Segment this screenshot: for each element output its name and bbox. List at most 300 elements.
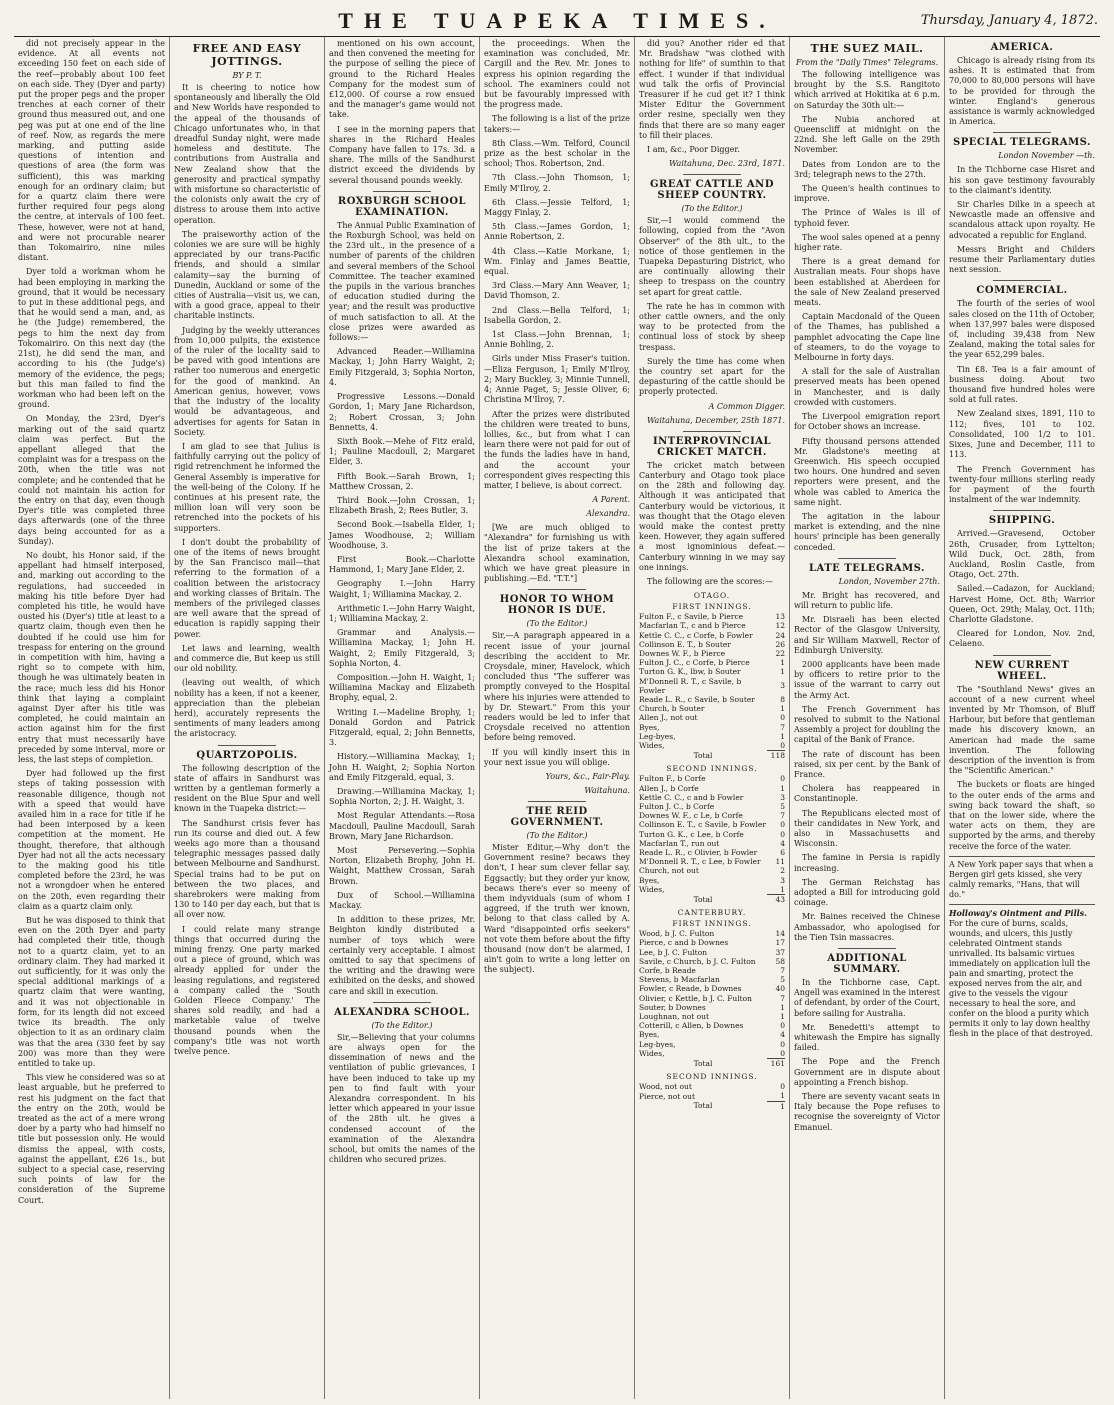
batsman: Fulton F., b Corfe bbox=[639, 774, 706, 784]
batsman: Reade L. R., c Olivier, b Fowler bbox=[639, 848, 758, 857]
paragraph: In addition to these prizes, Mr. Beighton kindly distributed a number of toys which were certainly very acceptable. I almost omitted to say that specimens of the writing and the drawing were exhibited on the desks, and showed care and skill in execution. bbox=[329, 915, 475, 996]
advertisement: A New York paper says that when a Bergen girl gets kissed, she very calmly remarks, "Hans, that will do." bbox=[949, 856, 1095, 900]
paragraph: On Monday, the 23rd, Dyer's marking out of the said quartz claim was perfect. But the appellant alleged that the complaint was for a trespass on the 20th, when the title was not complete; and he contended that he could not maintain his action for the entry on that day, even though Dyer's title was completed three days afterwards (one of the three days being accounted for as a Sunday). bbox=[18, 414, 165, 546]
batsman: Fulton J. C., c Corfe, b Pierce bbox=[639, 658, 750, 668]
signature: Yours, &c., Fair-Play. bbox=[545, 771, 630, 781]
runs: 1 bbox=[780, 731, 785, 741]
batsman: Byes, bbox=[639, 875, 660, 885]
column-4 bbox=[479, 37, 634, 1399]
paragraph: Mr. Bright has recovered, and will return to public life. bbox=[794, 590, 940, 610]
runs: 22 bbox=[775, 648, 785, 658]
batsman: Collinson E. T., b Souter bbox=[639, 639, 731, 649]
divider bbox=[683, 174, 741, 175]
total-label: Total bbox=[693, 750, 713, 760]
paragraph: The rate of discount has been raised, six per cent. by the Bank of France. bbox=[794, 749, 940, 779]
paragraph: Mr. Baines received the Chinese Ambassador, who apologised for the Tien Tsin massacres. bbox=[794, 912, 940, 942]
issue-date: Thursday, January 4, 1872. bbox=[920, 13, 1098, 28]
runs: 7 bbox=[780, 966, 785, 976]
paragraph: 8th Class.—Wm. Telford, Council prize as the best scholar in the school; Thos. Robertson, 2nd. bbox=[484, 138, 630, 169]
score-row bbox=[639, 1012, 785, 1021]
batsman: Wood, b J. C. Fulton bbox=[639, 929, 715, 939]
column-6 bbox=[789, 37, 944, 1399]
column-1 bbox=[14, 37, 169, 1399]
runs: 0 bbox=[780, 740, 785, 750]
score-row bbox=[639, 984, 785, 993]
article-heading: SHIPPING. bbox=[988, 515, 1056, 527]
col6-body-3 bbox=[794, 978, 940, 1133]
signature-place: Waitahuna. bbox=[584, 785, 630, 795]
paragraph: The "Southland News" gives an account of a new current wheel invented by Mr Thomson, of Bluff Harbour, but before that gentleman made his discovery known, an American had made the same invention. The following description of the invention is from the "Scientific American." bbox=[949, 684, 1095, 776]
paragraph: Captain Macdonald of the Queen of the Thames, has published a pamphlet advocating the Cape line of steamers, to do the voyage to Melbourne in forty days. bbox=[794, 312, 940, 363]
article-heading: INTERPROVINCIAL CRICKET MATCH. bbox=[652, 435, 772, 458]
col7-body bbox=[949, 56, 1095, 127]
paragraph: First Book.—Charlotte Hammond, 1; Mary Jane Elder, 2. bbox=[329, 554, 475, 575]
scorecard-otago-first bbox=[639, 612, 785, 760]
batsman: Wides, bbox=[639, 885, 665, 895]
article-subheading: (To the Editor.) bbox=[371, 1020, 433, 1030]
paragraph: There are seventy vacant seats in Italy because the Pope refuses to recognise the sovereignty of Victor Emanuel. bbox=[794, 1092, 940, 1132]
batsman: Reade L. R., c Savile, b Souter bbox=[639, 694, 755, 704]
paragraph: Grammar and Analysis.—Williamina Mackay, 1; John H. Waight, 2; Emily Fitzgerald, 3; Sophia Norton, 4. bbox=[329, 628, 475, 668]
score-row bbox=[639, 994, 785, 1003]
paragraph: 5th Class.—James Gordon, 1; Annie Robertson, 2. bbox=[484, 222, 630, 242]
paragraph: Messrs Bright and Childers resume their Parliamentary duties next session. bbox=[949, 244, 1095, 275]
batsman: Stevens, b Macfarlan bbox=[639, 975, 720, 985]
col2-body-2 bbox=[174, 764, 320, 1058]
paragraph: Mister Editur,—Why don't the Government resine? becaws they don't, I hear sum clever fellar say. Eggsactly; but they order yur know, becaws there's ever so meeny of them indyviduals (sum of whom I aggreed, if the truth wer known, belong to that class called by A. Ward "disappointed orfis seekers" not vote them before about the fifty thousand (now don't be alarmed, I ain't goin to write a long letter on the subject). bbox=[484, 842, 630, 975]
batsman: Souter, b Downes bbox=[639, 1002, 706, 1012]
paragraph: Mr. Disraeli has been elected Rector of the Glasgow University, and Sir William Maxwell, Rector of Edinburgh University. bbox=[794, 615, 940, 655]
article-heading: ROXBURGH SCHOOL EXAMINATION. bbox=[337, 195, 467, 218]
paragraph: This view he considered was so at least arguable, but he preferred to rest his judgment on the fact that the entry on the 20th, would be treated as the act of a mere wrong doer by a party who had himself no title but possession only. He would dismiss the appeal, with costs, against the appellant, £26 1s., but subject to a special case, reserving such points of law for the consideration of the Supreme Court. bbox=[18, 1073, 165, 1205]
runs: 14 bbox=[775, 929, 785, 939]
paragraph: Progressive Lessons.—Donald Gordon, 1; Mary Jane Richardson, 2; Robert Crossan, 3; John Bennetts, 4. bbox=[329, 392, 475, 432]
batsman: Pierce, not out bbox=[639, 1091, 695, 1101]
signature-place: Alexandra. bbox=[586, 509, 630, 519]
score-row bbox=[639, 839, 785, 848]
paragraph: Geography I.—John Harry Waight, 1; Williamina Mackay, 2. bbox=[329, 579, 475, 599]
runs: 3 bbox=[780, 681, 785, 691]
score-row bbox=[639, 1030, 785, 1039]
score-row bbox=[639, 948, 785, 957]
runs: 0 bbox=[780, 829, 785, 839]
runs: 1 bbox=[780, 667, 785, 677]
total-label: Total bbox=[693, 894, 713, 904]
score-row bbox=[639, 695, 785, 704]
runs: 1 bbox=[780, 658, 785, 668]
advertisement-title: Holloway's Ointment and Pills. bbox=[949, 904, 1095, 918]
paragraph: I could relate many strange things that occurred during the mining frenzy. One party marked out a piece of ground, which was already applied for under the leasing regulations, and registered a company called the 'South Golden Fleece Company.' The shares sold readily, and had a marketable value of twelve thousand pounds when the company's title was not worth twelve pence. bbox=[174, 924, 320, 1057]
batsman: Pierce, c and b Downes bbox=[639, 938, 729, 948]
score-row bbox=[639, 741, 785, 751]
score-row bbox=[639, 1021, 785, 1030]
paragraph: Let laws and learning, wealth and commerce die, But keep us still our old nobility. bbox=[174, 643, 320, 674]
col6-body bbox=[794, 70, 940, 553]
col4-body-3 bbox=[484, 843, 630, 976]
scorecard-otago-second bbox=[639, 774, 785, 904]
runs: 0 bbox=[780, 1039, 785, 1049]
team-title: OTAGO. bbox=[693, 591, 731, 601]
paragraph: mentioned on his own account, and then convened the meeting for the purpose of selling the piece of ground to the Richard Heales Company for the modest sum of £12,000. Of course a row ensued and the manager's game would not take. bbox=[329, 39, 475, 120]
divider bbox=[993, 655, 1051, 656]
runs: 2 bbox=[780, 866, 785, 876]
byline: BY P. T. bbox=[232, 71, 262, 80]
paragraph: I am, &c., Poor Digger. bbox=[647, 145, 740, 155]
score-row bbox=[639, 1082, 785, 1091]
score-row bbox=[639, 640, 785, 649]
article-heading: NEW CURRENT WHEEL. bbox=[974, 659, 1070, 682]
batsman: Kettle C. C., c and b Fowler bbox=[639, 792, 744, 802]
score-row bbox=[639, 612, 785, 621]
runs: 26 bbox=[775, 639, 785, 649]
runs: 8 bbox=[780, 694, 785, 704]
score-row bbox=[639, 885, 785, 895]
batsman: Macfarlan T., run out bbox=[639, 838, 720, 848]
score-row bbox=[639, 830, 785, 839]
article-subheading: (To the Editor.) bbox=[526, 619, 588, 629]
paragraph: Chicago is already rising from its ashes. It is estimated that from 70,000 to 80,000 persons will have to be provided for through the winter. England's generous assistance is warmly acknowledged in America. bbox=[949, 56, 1095, 127]
article-subheading: (To the Editor.) bbox=[681, 204, 743, 214]
signature: A Parent. bbox=[592, 495, 630, 505]
paragraph: 3rd Class.—Mary Ann Weaver, 1; David Thomson, 2. bbox=[484, 281, 630, 301]
scorecard-canterbury-first bbox=[639, 929, 785, 1068]
runs: 1 bbox=[780, 1012, 785, 1022]
runs: 7 bbox=[780, 811, 785, 821]
divider bbox=[838, 948, 896, 949]
paragraph: The following intelligence was brought by the S.S. Rangitoto which arrived at Hokitika at 6 p.m. on Saturday the 30th ult:— bbox=[794, 70, 940, 110]
runs: 3 bbox=[780, 875, 785, 885]
score-row bbox=[639, 774, 785, 783]
score-row bbox=[639, 621, 785, 630]
paragraph: Sir Charles Dilke in a speech at Newcastle made an offensive and scandalous attack upon royalty. He advocated a republic for England. bbox=[949, 200, 1095, 240]
paragraph: The Republicans elected most of their candidates in New York, and also in Massachusetts and Wisconsin. bbox=[794, 808, 940, 849]
article-subheading: From the "Daily Times" Telegrams. bbox=[795, 58, 939, 67]
batsman: Byes, bbox=[639, 1030, 660, 1040]
paragraph: Sir,—Believing that your columns are always open for the dissemination of news and the ventilation of public grievances, I have been induced to take up my pen to find fault with your Alexandra correspondent. In his letter which appeared in your issue of the 28th ult. he gives a condensed account of the examination of the Alexandra school, but omits the names of the children who secured prizes. bbox=[329, 1032, 475, 1165]
batsman: Downes W. F., c Le, b Corfe bbox=[639, 811, 743, 821]
paragraph: The German Reichstag has adopted a Bill for introducing gold coinage. bbox=[794, 877, 940, 908]
signature: A Common Digger. bbox=[708, 401, 785, 411]
paragraph: Girls under Miss Fraser's tuition.—Eliza Ferguson, 1; Emily M'Ilroy, 2; Mary Buckley, 3; Minnie Tunnell, 4; Annie Paget, 5; Jessie Oliver, 6; Christina M'Ilroy, 7. bbox=[484, 354, 630, 405]
batsman: Wides, bbox=[639, 741, 665, 751]
paragraph: It is cheering to notice how spontaneously and liberally the Old and New Worlds have responded to the appeal of the thousands of Chicago unfortunates who, in that dreadful Sunday night, were made homeless and destitute. The contributions from Australia and New Zealand show that the generosity and practical sympathy with misfortune so characteristic of the colonists only await the cry of distress to arouse them into active operation. bbox=[174, 83, 320, 225]
column-2 bbox=[169, 37, 324, 1399]
article-heading: FREE AND EASY JOTTINGS. bbox=[192, 42, 302, 68]
col4-body-2 bbox=[484, 631, 630, 768]
total-label: Total bbox=[693, 1058, 713, 1068]
runs: 0 bbox=[780, 1048, 785, 1058]
runs: 5 bbox=[780, 975, 785, 985]
score-row bbox=[639, 704, 785, 713]
paragraph: 1st Class.—John Brennan, 1; Annie Bohling, 2. bbox=[484, 330, 630, 350]
divider bbox=[373, 1002, 431, 1003]
score-row bbox=[639, 649, 785, 658]
score-row bbox=[639, 857, 785, 866]
runs: 1 bbox=[780, 884, 785, 894]
score-row bbox=[639, 848, 785, 857]
paragraph: Fifth Book.—Sarah Brown, 1; Matthew Crossan, 2. bbox=[329, 471, 475, 491]
batsman: Fowler, c Reade, b Downes bbox=[639, 984, 742, 994]
advertisement: For the cure of burns, scalds, wounds, and ulcers, this justly celebrated Ointment stands unrivalled. Its balsamic virtues immediately on application lull the pain and smarting, protect the exposed nerves from the air, and give to the vessels the vigour necessary to heal the sore, and confer on the blood a purity which permits it only to lay down healthy flesh in the place of that destroyed. bbox=[949, 918, 1093, 1038]
paragraph: Sir,—I would commend the following, copied from the "Avon Observer" of the 8th ult., to the notice of those gentlemen in the Tuapeka Depasturing District, who are continually allowing their sheep to trespass on the country set apart for great cattle. bbox=[639, 216, 785, 297]
paragraph: The French Government has resolved to submit to the National Assembly a project for doubling the capital of the Bank of France. bbox=[794, 704, 940, 745]
runs: 11 bbox=[775, 857, 785, 867]
paragraph: The praiseworthy action of the colonies we are sure will be highly appreciated by our trans-Pacific friends, and should a similar calamity—say the burning of Dunedin, Auckland or some of the cities of Australia—visit us, we can, with a good grace, appeal to their charitable instincts. bbox=[174, 229, 320, 321]
paragraph: Dyer had followed up the first steps of taking possession with reasonable diligence, though not with a speed that would have availed him in a race for title if he had been interposed by a keen competition at the moment. He thought, therefore, that although Dyer had not all the acts necessary to the making good his title completed before the 23rd, he was not a wrongdoer when he entered on the 20th, even regarding their claim as a quartz claim only. bbox=[18, 769, 165, 911]
batsman: Loughnan, not out bbox=[639, 1012, 709, 1022]
paragraph: (leaving out wealth, of which nobility has a keen, if not a keener, appreciation than the plebeian herd), accurately represents the sentiments of many leaders among the aristocracy. bbox=[174, 678, 320, 739]
score-row bbox=[639, 793, 785, 802]
paragraph: The following description of the state of affairs in Sandhurst was written by a gentleman formerly a resident on the Blue Spur and well known in the Tuapeka district:— bbox=[174, 763, 320, 814]
total-row bbox=[639, 1101, 785, 1111]
paragraph: 4th Class.—Katie Morkane, 1; Wm. Finlay and James Beattie, equal. bbox=[484, 246, 630, 277]
batsman: Lee, b J. C. Fulton bbox=[639, 947, 708, 957]
column-5 bbox=[634, 37, 789, 1399]
paragraph: Composition.—John H. Waight, 1; Williamina Mackay and Elizabeth Brophy, equal, 2. bbox=[329, 672, 475, 703]
article-heading: QUARTZOPOLIS. bbox=[196, 749, 298, 761]
batsman: Allen J., b Corfe bbox=[639, 783, 699, 793]
col5-body bbox=[639, 39, 785, 155]
paragraph: Third Book.—John Crossan, 1; Elizabeth Brash, 2; Rees Butler, 3. bbox=[329, 495, 475, 516]
col7-body-3 bbox=[949, 299, 1095, 505]
runs: 7 bbox=[780, 722, 785, 732]
score-row bbox=[639, 966, 785, 975]
article-heading: GREAT CATTLE AND SHEEP COUNTRY. bbox=[649, 179, 774, 202]
paragraph: did you? Another rider ed that Mr. Bradshaw "was clothed with nothing for life" of sumthin to that effect. I wunder if that individual wud talk the orfis of Provincial Treasurer if he cud get it? I think Mister Editur the Government order resine, specially wen they finds that there are so many eager to fill their places. bbox=[639, 39, 785, 140]
batsman: Savile, c Church, b J. C. Fulton bbox=[639, 956, 756, 966]
runs: 1 bbox=[780, 783, 785, 793]
paragraph: The following are the scores:— bbox=[647, 576, 773, 586]
col4-body bbox=[484, 39, 630, 491]
paragraph: 2000 applicants have been made by officers to retire prior to the issue of the warrant to carry out the Army Act. bbox=[794, 659, 940, 700]
col3-body bbox=[329, 39, 475, 186]
batsman: Wides, bbox=[639, 1049, 665, 1059]
innings-title: SECOND INNINGS. bbox=[666, 764, 758, 774]
paragraph: The Pope and the French Government are in dispute about appointing a French bishop. bbox=[794, 1057, 940, 1087]
runs: 3 bbox=[780, 792, 785, 802]
paragraph: Advanced Reader.—Williamina Mackay, 1; John Harry Waight, 2; Emily Fitzgerald, 3; Sophia Norton, 4. bbox=[329, 347, 475, 387]
column-7 bbox=[944, 37, 1099, 1399]
article-subheading: (To the Editor.) bbox=[526, 830, 588, 840]
runs: 0 bbox=[780, 713, 785, 723]
runs: 4 bbox=[780, 838, 785, 848]
divider bbox=[528, 589, 586, 590]
paragraph: History.—Williamina Mackay, 1; John H. Waight, 2; Sophia Norton and Emily Fitzgerald, equal, 3. bbox=[329, 752, 475, 782]
paragraph: Sixth Book.—Mehe of Fitz erald, 1; Pauline Macdoull, 2; Margaret Elder, 3. bbox=[329, 436, 475, 467]
batsman: Wood, not out bbox=[639, 1082, 692, 1092]
paragraph: In the Tichborne case Hisret and his son gave testimony favourably to the claimant's identity. bbox=[949, 165, 1095, 195]
paragraph: The fourth of the series of wool sales closed on the 11th of October, when 137,997 bales were disposed of, including 39,438 from New Zealand, making the total sales for the year 652,299 bales. bbox=[949, 299, 1095, 360]
col2-body bbox=[174, 83, 320, 740]
paragraph: Fifty thousand persons attended Mr. Gladstone's meeting at Greenwich. His speech occupied two hours. One hundred and seven reporters were present, and the whole was cabled to America the same night. bbox=[794, 436, 940, 507]
paragraph: Dux of School.—Williamina Mackay. bbox=[329, 890, 475, 911]
masthead bbox=[14, 6, 1100, 37]
total-runs: 43 bbox=[767, 895, 785, 905]
total-label: Total bbox=[693, 1101, 713, 1111]
score-row bbox=[639, 866, 785, 875]
batsman: Leg-byes, bbox=[639, 1039, 676, 1049]
total-runs: 118 bbox=[767, 751, 785, 761]
paragraph: Most Persevering.—Sophia Norton, Elizabeth Brophy, John H. Waight, Matthew Crossan, Sarah Brown. bbox=[329, 846, 475, 886]
score-row bbox=[639, 658, 785, 667]
scorecard-canterbury-second bbox=[639, 1082, 785, 1111]
score-row bbox=[639, 811, 785, 820]
batsman: Leg-byes, bbox=[639, 731, 676, 741]
col7-body-4 bbox=[949, 529, 1095, 649]
score-row bbox=[639, 713, 785, 722]
divider bbox=[218, 745, 276, 746]
article-heading: LATE TELEGRAMS. bbox=[808, 562, 926, 574]
runs: 24 bbox=[775, 630, 785, 640]
divider bbox=[373, 191, 431, 192]
paragraph: The rate he has in common with other cattle owners, and the only way to be protected from the continual loss of stock by sheep trespass. bbox=[639, 301, 785, 352]
paragraph: The Prince of Wales is ill of typhoid fever. bbox=[794, 208, 940, 228]
batsman: M'Donnell R. T., c Savile, b Fowler bbox=[639, 676, 742, 695]
divider bbox=[993, 132, 1051, 133]
divider bbox=[528, 801, 586, 802]
runs: 0 bbox=[780, 1021, 785, 1031]
dateline: London, November 27th. bbox=[838, 576, 940, 586]
paragraph: I see in the morning papers that shares in the Richard Heales Company have fallen to 17s. 3d. a share. The mills of the Sandhurst district exceed the dividends by several thousand pounds weekly. bbox=[329, 124, 475, 185]
runs: 1 bbox=[780, 1091, 785, 1101]
paragraph: Mr. Benedetti's attempt to whitewash the Empire has signally failed. bbox=[794, 1022, 940, 1053]
score-row bbox=[639, 820, 785, 829]
batsman: Church, b Souter bbox=[639, 704, 705, 714]
paragraph: Arithmetic I.—John Harry Waight, 1; Williamina Mackay, 2. bbox=[329, 603, 475, 623]
paragraph: did not precisely appear in the evidence. At all events not exceeding 150 feet on each side of the reef—probably about 100 feet on each side. They (Dyer and party) put the proper pegs and the proper trenches at each corner of their ground thus measured out, and one peg was put at one end of the line of reef. Now, as regards the mere marking, and putting aside questions of intention and questions of area (the form was sufficient), this was marking enough for an ordinary claim; but for a quartz claim there were further required four pegs along the centre, at intervals of 100 feet. These, however, were not at hand, and were not procurable nearer than Tokomairiro, nine miles distant. bbox=[18, 39, 165, 263]
paragraph: Arrived.—Gravesend, October 26th, Crusader, from Lyttelton; Wild Duck, Oct. 28th, from Auckland, Roslin Castle, from Otago, Oct. 27th. bbox=[949, 529, 1095, 580]
score-row bbox=[639, 1091, 785, 1101]
article-heading: HONOR TO WHOM HONOR IS DUE. bbox=[499, 594, 615, 617]
paragraph: The Annual Public Examination of the Roxburgh School, was held on the 23rd ult., in the presence of a number of parents of the children and several members of the School Committee. The teacher examined the pupils in the various branches of education studied during the year; and the result was productive of much satisfaction to all. At the close prizes were awarded as follows:— bbox=[329, 220, 475, 343]
paragraph: Second Book.—Isabella Elder, 1; James Woodhouse, 2; William Woodhouse, 3. bbox=[329, 520, 475, 550]
batsman: Downes W. F., b Pierce bbox=[639, 648, 726, 658]
paragraph: The Queen's health continues to improve. bbox=[794, 184, 940, 204]
divider bbox=[683, 431, 741, 432]
col1-body bbox=[18, 39, 165, 1206]
col7-body-5 bbox=[949, 685, 1095, 852]
paragraph: Cholera has reappeared in Constantinople. bbox=[794, 784, 940, 804]
paragraph: The Liverpool emigration report for October shows an increase. bbox=[794, 412, 940, 432]
total-runs: 161 bbox=[767, 1059, 785, 1069]
score-row bbox=[639, 677, 785, 695]
paragraph: In the Tichborne case, Capt. Angell was examined in the interest of defendant, by order of the Court, before sailing for Australia. bbox=[794, 978, 940, 1018]
innings-title: SECOND INNINGS. bbox=[666, 1072, 758, 1082]
article-heading: ADDITIONAL SUMMARY. bbox=[827, 953, 907, 976]
runs: 40 bbox=[775, 984, 785, 994]
runs: 4 bbox=[780, 1030, 785, 1040]
batsman: Turton G. K., lbw, b Souter bbox=[639, 667, 741, 677]
paragraph: The agitation in the labour market is extending, and the nine hours' principle has been generally conceded. bbox=[794, 511, 940, 552]
dateline: London November —th. bbox=[998, 151, 1095, 161]
batsman: Kettle C. C., c Corfe, b Fowler bbox=[639, 630, 753, 640]
batsman: Olivier, c Kettle, b J. C. Fulton bbox=[639, 993, 753, 1003]
batsman: Fulton F., c Savile, b Pierce bbox=[639, 612, 744, 622]
paragraph: I don't doubt the probability of one of the items of news brought by the San Francisco mail—that referring to the formation of a coalition between the aristocracy and working classes of Britain. The members of the privileged classes are well aware that the spread of education is rapidly sapping their power. bbox=[174, 537, 320, 639]
score-row bbox=[639, 929, 785, 938]
runs: 6 bbox=[780, 848, 785, 857]
paragraph: If you will kindly insert this in your next issue you will oblige. bbox=[484, 747, 630, 767]
batsman: Fulton J. C., b Corfe bbox=[639, 801, 715, 811]
score-row bbox=[639, 938, 785, 947]
runs: 1 bbox=[780, 704, 785, 714]
paragraph: After the prizes were distributed the children were treated to buns, lollies, &c., but from what I can learn there were not paid for out of the funds the ladies have in hand, and the account your correspondent gives respecting this matter, I believe, is about correct. bbox=[484, 409, 630, 490]
col6-body-2 bbox=[794, 591, 940, 943]
paragraph: Tin £8. Tea is a fair amount of business doing. About two thousand five hundred holes were sold at full rates. bbox=[949, 364, 1095, 405]
batsman: Turton G. K., c Lee, b Corfe bbox=[639, 829, 744, 839]
paragraph: 2nd Class.—Bella Telford, 1; Isabella Gordon, 2. bbox=[484, 305, 630, 325]
batsman: Byes, bbox=[639, 722, 660, 732]
batsman: Allen J., not out bbox=[639, 713, 698, 723]
paragraph: New Zealand sixes, 1891, 110 to 112; fives, 101 to 102. Consolidated, 100 1/2 to 101. Sixes, June and December, 111 to 113. bbox=[949, 409, 1095, 460]
batsman: Church, not out bbox=[639, 866, 699, 876]
runs: 7 bbox=[780, 993, 785, 1003]
signature-place: Waitahuna, Dec. 23rd, 1871. bbox=[669, 159, 785, 169]
article-heading: THE REID GOVERNMENT. bbox=[510, 805, 604, 828]
paragraph: the proceedings. When the examination was concluded, Mr. Cargill and the Rev. Mr. Jones to express his opinion regarding the school. The examiners could not but be favourably impressed with the progress made. bbox=[484, 39, 630, 110]
paragraph: Drawing.—Williamina Mackay, 1; Sophia Norton, 2; J. H. Waight, 3. bbox=[329, 787, 475, 807]
paragraph: Sir,—A paragraph appeared in a recent issue of your journal describing the accident to Mr. Croysdale, miner, Havelock, which concluded thus "The sufferer was promptly conveyed to the Hospital where his injuries were attended to by Dr. Stewart." From this your readers would be led to infer that Croysdale received no attention before being removed. bbox=[484, 631, 630, 743]
col3-body-3 bbox=[329, 1033, 475, 1166]
runs: 1 bbox=[780, 1002, 785, 1012]
innings-title: FIRST INNINGS. bbox=[672, 919, 752, 929]
paragraph: The Sandhurst crisis fever has run its course and died out. A few weeks ago more than a thousand telegraphic messages passed daily between Melbourne and Sandhurst. Special trains had to be put on between the two places, and sharebrokers were making from 130 to 140 per day each, but that is all over now. bbox=[174, 818, 321, 920]
paragraph: There is a great demand for Australian meats. Four shops have been established at Aberdeen for the sale of New Zealand preserved meats. bbox=[794, 257, 940, 308]
score-row bbox=[639, 1040, 785, 1049]
divider bbox=[838, 558, 896, 559]
article-heading: COMMERCIAL. bbox=[976, 285, 1068, 297]
total-runs: 1 bbox=[767, 1101, 785, 1111]
score-row bbox=[639, 957, 785, 966]
paragraph: The cricket match between Canterbury and Otago took place on the 28th and following day. Although it was anticipated that Canterbury would be victorious, it was thought that the Otago eleven would make the contest pretty keen. However, they again suffered a most ignominious defeat.—Canterbury winning in we may say one innings. bbox=[639, 460, 785, 572]
signature-place: Waitahuna, December, 25th 1871. bbox=[647, 415, 785, 425]
runs: 58 bbox=[775, 956, 785, 966]
innings-title: FIRST INNINGS. bbox=[672, 602, 752, 612]
editor-note: [We are much obliged to "Alexandra" for furnishing us with the list of prize takers at the Alexandra school examination, which we have great pleasure in publishing.—Ed. "T.T."] bbox=[484, 523, 630, 584]
batsman: M'Donnell R. T., c Lee, b Fowler bbox=[639, 857, 761, 867]
paragraph: 6th Class.—Jessie Telford, 1; Maggy Finlay, 2. bbox=[484, 197, 630, 218]
runs: 12 bbox=[775, 621, 785, 631]
col5-body-2 bbox=[639, 216, 785, 397]
runs: 37 bbox=[775, 947, 785, 957]
score-row bbox=[639, 975, 785, 984]
article-heading: THE SUEZ MAIL. bbox=[810, 42, 924, 55]
article-heading: SPECIAL TELEGRAMS. bbox=[952, 137, 1091, 149]
score-row bbox=[639, 631, 785, 640]
score-row bbox=[639, 667, 785, 676]
score-row bbox=[639, 723, 785, 732]
score-row bbox=[639, 784, 785, 793]
paragraph: A stall for the sale of Australian preserved meats has been opened in Manchester, and is daily crowded with customers. bbox=[794, 367, 940, 407]
paragraph: 7th Class.—John Thomson, 1; Emily M'Ilroy, 2. bbox=[484, 173, 630, 193]
score-row bbox=[639, 1049, 785, 1059]
paragraph: Judging by the weekly utterances from 10,000 pulpits, the existence of the ruler of the locality said to be paved with good intentions are rather too numerous and energetic for the good of mankind. An American genius, however, vows that the industry of the locality would be advantageous, and advertises for agents for Satan in Society. bbox=[174, 325, 320, 437]
total-row bbox=[639, 1059, 785, 1069]
article-heading: AMERICA. bbox=[990, 42, 1054, 53]
paragraph: The buckets or floats are hinged to the outer ends of the arms and swing back toward the shaft, so that on the lower side, where the water acts on them, they are supported by the arms, and thereby receive the force of the water. bbox=[949, 780, 1095, 851]
paragraph: Sailed.—Cadazon, for Auckland; Harvest Home, Oct. 8th; Warrior Queen, Oct. 29th; Malay, Oct. 11th; Charlotte Gladstone. bbox=[949, 584, 1095, 624]
paragraph: The following is a list of the prize takers:— bbox=[484, 114, 630, 134]
paragraph: The French Government has twenty-four millions sterling ready for payment of the fourth instalment of the war indemnity. bbox=[949, 464, 1095, 505]
paragraph: I am glad to see that Julius is faithfully carrying out the policy of rigid retrenchment he informed the General Assembly is imperative for the well-being of the Colony. If he continues at his present rate, the million loan will very soon be retrenched into the pockets of his supporters. bbox=[174, 441, 320, 533]
runs: 17 bbox=[775, 938, 785, 948]
total-row bbox=[639, 751, 785, 761]
runs: 0 bbox=[780, 820, 785, 830]
col7-body-2 bbox=[949, 165, 1095, 275]
score-row bbox=[639, 1003, 785, 1012]
batsman: Collinson E. T., c Savile, b Fowler bbox=[639, 820, 766, 830]
runs: 5 bbox=[780, 801, 785, 811]
